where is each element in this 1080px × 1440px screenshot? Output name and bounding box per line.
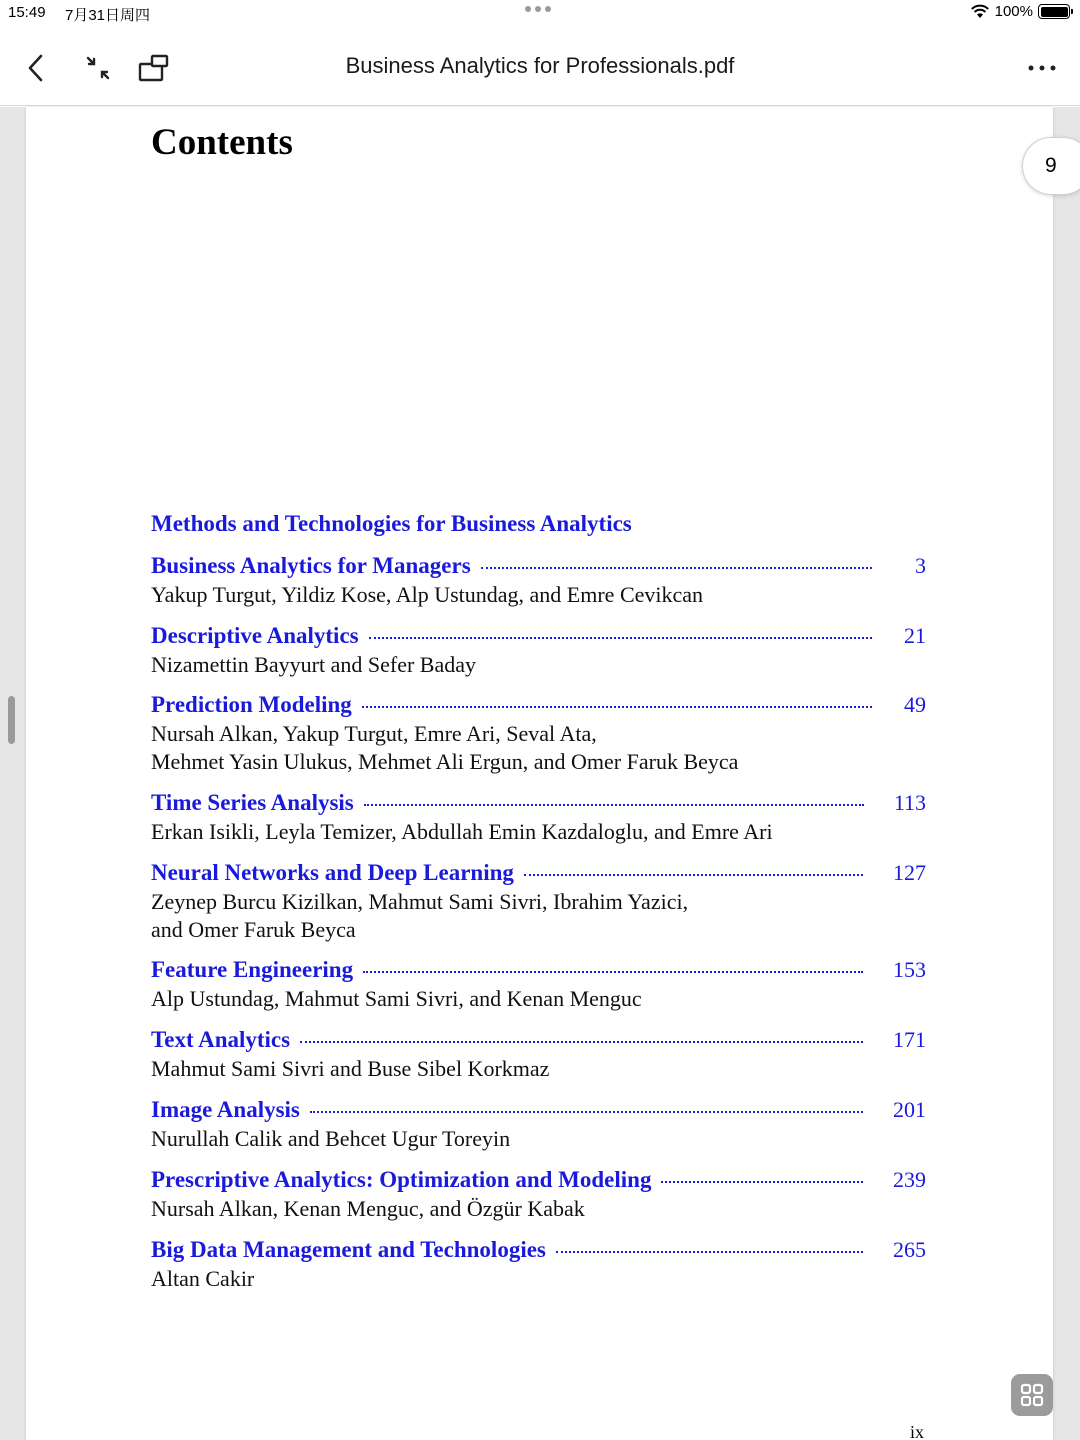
page-heading: Contents (151, 122, 293, 163)
toc-entry-page-link[interactable]: 113 (893, 790, 926, 815)
thumbnail-grid-button[interactable] (1011, 1374, 1053, 1416)
nav-bar (0, 28, 1080, 106)
toc-entry-line (151, 790, 926, 818)
toc-entry (151, 860, 926, 944)
toc-entry (151, 957, 926, 1013)
toc-entry-authors: Mehmet Yasin Ulukus, Mehmet Ali Ergun, and Omer Faruk Beyca (151, 749, 739, 774)
scroll-handle[interactable] (8, 696, 15, 744)
toc-entry-line (151, 1237, 926, 1265)
toc-entry-authors: Mahmut Sami Sivri and Buse Sibel Korkmaz (151, 1056, 550, 1081)
status-bar (0, 0, 1080, 28)
status-date: 7月31日周四 (65, 7, 151, 24)
battery-percent: 100% (994, 3, 1033, 20)
toc-entry-authors: Nursah Alkan, Kenan Menguc, and Özgür Kabak (151, 1196, 585, 1221)
toc-entry-authors: Yakup Turgut, Yildiz Kose, Alp Ustundag, and Emre Cevikcan (151, 582, 704, 607)
toc-dot-leader (310, 1111, 863, 1113)
toc-dot-leader (364, 804, 864, 806)
wifi-icon (970, 4, 990, 19)
toc-entry-title-link[interactable]: Feature Engineering (151, 957, 354, 982)
toc-dot-leader (300, 1041, 863, 1043)
toc-entry-title-link[interactable]: Big Data Management and Technologies (151, 1237, 546, 1262)
toc-entry-page-link[interactable]: 265 (893, 1237, 926, 1262)
toc-entry-page-link[interactable]: 127 (893, 860, 926, 885)
toc-dot-leader (362, 706, 872, 708)
toc-dot-leader (556, 1251, 863, 1253)
toc-entry (151, 1097, 926, 1153)
toc-dot-leader (363, 971, 863, 973)
document-title: Business Analytics for Professionals.pdf (345, 53, 735, 78)
toc-entry-line (151, 1097, 926, 1125)
toc-entry-page-link[interactable]: 153 (893, 957, 926, 982)
more-icon (1027, 64, 1057, 72)
status-right (970, 3, 1070, 20)
toc-entry-title-link[interactable]: Text Analytics (151, 1027, 291, 1052)
toc-entry-title-link[interactable]: Time Series Analysis (151, 790, 354, 815)
toc-entry-authors: Zeynep Burcu Kizilkan, Mahmut Sami Sivri, Ibrahim Yazici, (151, 889, 689, 914)
toc-dot-leader (524, 874, 863, 876)
battery-icon (1038, 4, 1070, 19)
toc-entry-line (151, 860, 926, 888)
toc-entry-title-link[interactable]: Image Analysis (151, 1097, 300, 1122)
toc-entry (151, 692, 926, 776)
toc-entry-page-link[interactable]: 171 (893, 1027, 926, 1052)
pdf-page (26, 107, 1053, 1440)
toc-entry (151, 1167, 926, 1223)
toc-entry-title-link[interactable]: Prescriptive Analytics: Optimization and Modeling (151, 1167, 652, 1192)
toc-entry-title-link[interactable]: Neural Networks and Deep Learning (151, 860, 514, 885)
toc-entry-authors: Alp Ustundag, Mahmut Sami Sivri, and Kenan Menguc (151, 986, 642, 1011)
toc-entry-title-link[interactable]: Prediction Modeling (151, 692, 352, 717)
toc-entry (151, 623, 926, 679)
toc-entry-line (151, 1027, 926, 1055)
toc-entry (151, 553, 926, 609)
grid-icon (1020, 1383, 1044, 1407)
toc-dot-leader (369, 637, 872, 639)
battery-fill (1041, 7, 1068, 17)
toc-entry-line (151, 692, 926, 720)
toc-entry-line (151, 553, 926, 581)
document-viewer[interactable] (0, 107, 1080, 1440)
part-title-link[interactable]: Methods and Technologies for Business Analytics (151, 511, 632, 536)
toc-entry-page-link[interactable]: 49 (904, 692, 926, 717)
toc-entry-page-link[interactable]: 3 (915, 553, 926, 578)
toc-entry-page-link[interactable]: 239 (893, 1167, 926, 1192)
toc-entry-line (151, 1167, 926, 1195)
toc-entry-authors: Nizamettin Bayyurt and Sefer Baday (151, 652, 477, 677)
toc-dot-leader (661, 1181, 863, 1183)
toc-entry-authors: and Omer Faruk Beyca (151, 917, 356, 942)
toc-entry-title-link[interactable]: Descriptive Analytics (151, 623, 359, 648)
toc-entry-authors: Erkan Isikli, Leyla Temizer, Abdullah Emin Kazdaloglu, and Emre Ari (151, 819, 773, 844)
page-number-badge[interactable]: 9 (1022, 137, 1080, 195)
status-time: 15:49 (8, 4, 46, 21)
toc-dot-leader (481, 567, 872, 569)
toc-entry (151, 1027, 926, 1083)
toc-entry-line (151, 957, 926, 985)
toc-entry-page-link[interactable]: 201 (893, 1097, 926, 1122)
toc-entry (151, 1237, 926, 1293)
toc-entry-line (151, 623, 926, 651)
page-footer-number: ix (910, 1422, 925, 1440)
toc-entry (151, 790, 926, 846)
multitasking-dots-icon[interactable] (525, 6, 551, 12)
toc-entry-authors: Nursah Alkan, Yakup Turgut, Emre Ari, Seval Ata, (151, 721, 597, 746)
toc-entry-page-link[interactable]: 21 (904, 623, 926, 648)
toc-entry-title-link[interactable]: Business Analytics for Managers (151, 553, 471, 578)
toc-entry-authors: Altan Cakir (151, 1266, 255, 1291)
toc-entry-authors: Nurullah Calik and Behcet Ugur Toreyin (151, 1126, 511, 1151)
more-button[interactable] (1022, 48, 1062, 88)
